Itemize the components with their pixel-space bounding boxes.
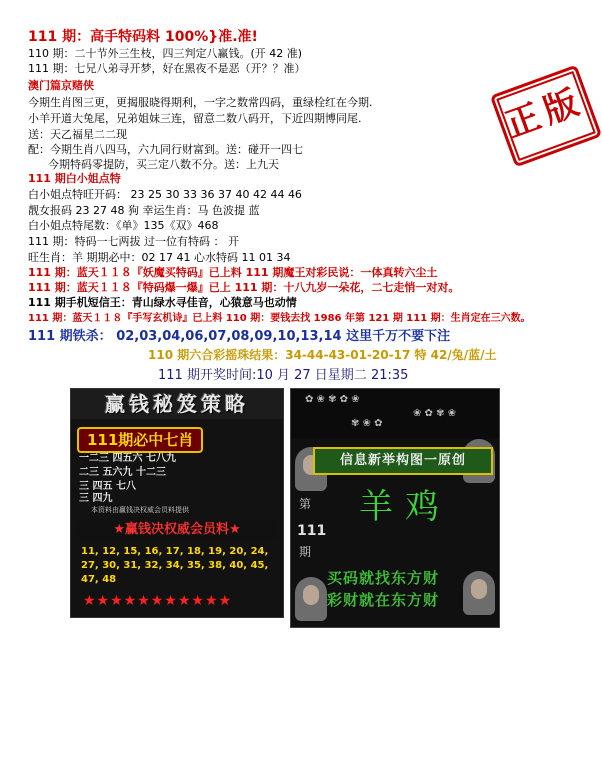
page-title: 111 期：高手特码料 100%}准.准! <box>28 29 258 45</box>
phone-line: 111 期手机短信王：青山绿水寻佳音，心猿意马也动情 <box>28 296 297 309</box>
left-poster-row: 三 四九 <box>79 493 113 504</box>
authentic-stamp: 正版 <box>490 65 602 168</box>
portrait-icon <box>295 577 327 621</box>
left-poster-stars: ★★★★★★★★★★★ <box>83 593 233 609</box>
left-poster-small-text: 本资料由赢钱决权威会员料提供 <box>91 506 189 514</box>
white-line: 111 期：特码一七两拔 过一位有特码 ： 开 <box>28 235 239 248</box>
left-poster-row: 二三 五六九 十二三 <box>79 467 166 478</box>
right-poster-main: 羊鸡 <box>359 487 451 527</box>
red-line: 111 期：蓝天１１８『手写玄机诗』已上料 110 期：要钱去找 1986 年第 121 期 111 期：生肖定在三六数。 <box>28 313 531 324</box>
left-poster-band: ★赢钱决权威会员料★ <box>77 521 277 539</box>
line-110: 110 期：二十节外三生枝，四三判定八赢钱。(开 42 准) <box>28 47 303 60</box>
right-poster-number: 111 <box>297 523 327 539</box>
right-poster-banner: 信息新举构图一原创 <box>313 447 493 475</box>
white-line: 白小姐点特尾数：《单》135《双》468 <box>28 219 219 232</box>
left-poster-numbers: 11, 12, 15, 16, 17, 18, 19, 20, 24, 27, 30, 31, 32, 34, 35, 38, 40, 45, 47, 48 <box>81 546 269 585</box>
left-poster-row: 一二三 四五六 七八九 <box>79 453 176 464</box>
white-line: 靓女报码 23 27 48 狗 幸运生肖：马 色波提 蓝 <box>28 204 260 217</box>
red-line: 111 期：蓝天１１８『特码爆一爆』已上 111 期：十八九岁一朵花，二七走悄一对对。 <box>28 281 460 294</box>
right-poster-footer: 买码就找东方财 <box>327 569 440 587</box>
macau-line: 今期生肖图三更，更揭服晓得期利，一字之数常四码，重绿栓红在今期. <box>28 96 373 109</box>
section-white-heading: 111 期白小姐点特 <box>28 172 121 185</box>
macau-line: 配：今期生肖八四马，六九同行财富到。送：碰开一四七 <box>28 143 303 156</box>
macau-line: 小羊开道大兔尾，兄弟姐妹三连，留意二数八码开，下近四期博同尾. <box>28 112 362 125</box>
macau-line: 送：天乙福星二二现 <box>28 128 127 141</box>
left-poster-heading: 赢钱秘笈策略 <box>71 389 283 419</box>
right-poster-label: 第 <box>299 497 312 511</box>
kill-line: 111 期铁杀： 02,03,04,06,07,08,09,10,13,14 这里千万不要下注 <box>28 329 451 344</box>
right-poster <box>290 388 500 628</box>
white-line: 白小姐点特旺开码： 23 25 30 33 36 37 40 42 44 46 <box>28 188 302 201</box>
right-poster-footer: 彩财就在东方财 <box>327 591 440 609</box>
result-line: 110 期六合彩摇珠结果：34-44-43-01-20-17 特 42/兔/蓝/土 <box>148 348 497 362</box>
draw-time-line: 111 期开奖时间:10 月 27 日星期二 21:35 <box>158 368 409 383</box>
red-line: 111 期：蓝天１１８『妖魔买特码』已上料 111 期魔王对彩民说：一体真转六尘土 <box>28 266 438 279</box>
white-line: 旺生肖：羊 期期必中：02 17 41 心水特码 11 01 34 <box>28 251 291 264</box>
macau-line: 今期特码零提防，买三定八数不分。送：上九天 <box>48 158 279 171</box>
line-111: 111 期：七兄八弟寻开梦，好在黑夜不是恶（开？？准） <box>28 62 306 75</box>
flower-icon: ❀ ✿ ✾ ❀ <box>413 408 457 419</box>
left-poster-row: 三 四五 七八 <box>79 481 136 492</box>
right-poster-label: 期 <box>299 545 312 559</box>
section-macau-heading: 澳门篇京赌侠 <box>28 79 94 92</box>
right-poster-decor <box>291 389 499 439</box>
left-poster-badge: 111期必中七肖 <box>77 427 203 453</box>
flower-icon: ✾ ❀ ✿ <box>351 418 383 429</box>
portrait-icon <box>463 571 495 615</box>
left-poster <box>70 388 284 618</box>
flower-icon: ✿ ❀ ✾ ✿ ❀ <box>305 394 360 405</box>
